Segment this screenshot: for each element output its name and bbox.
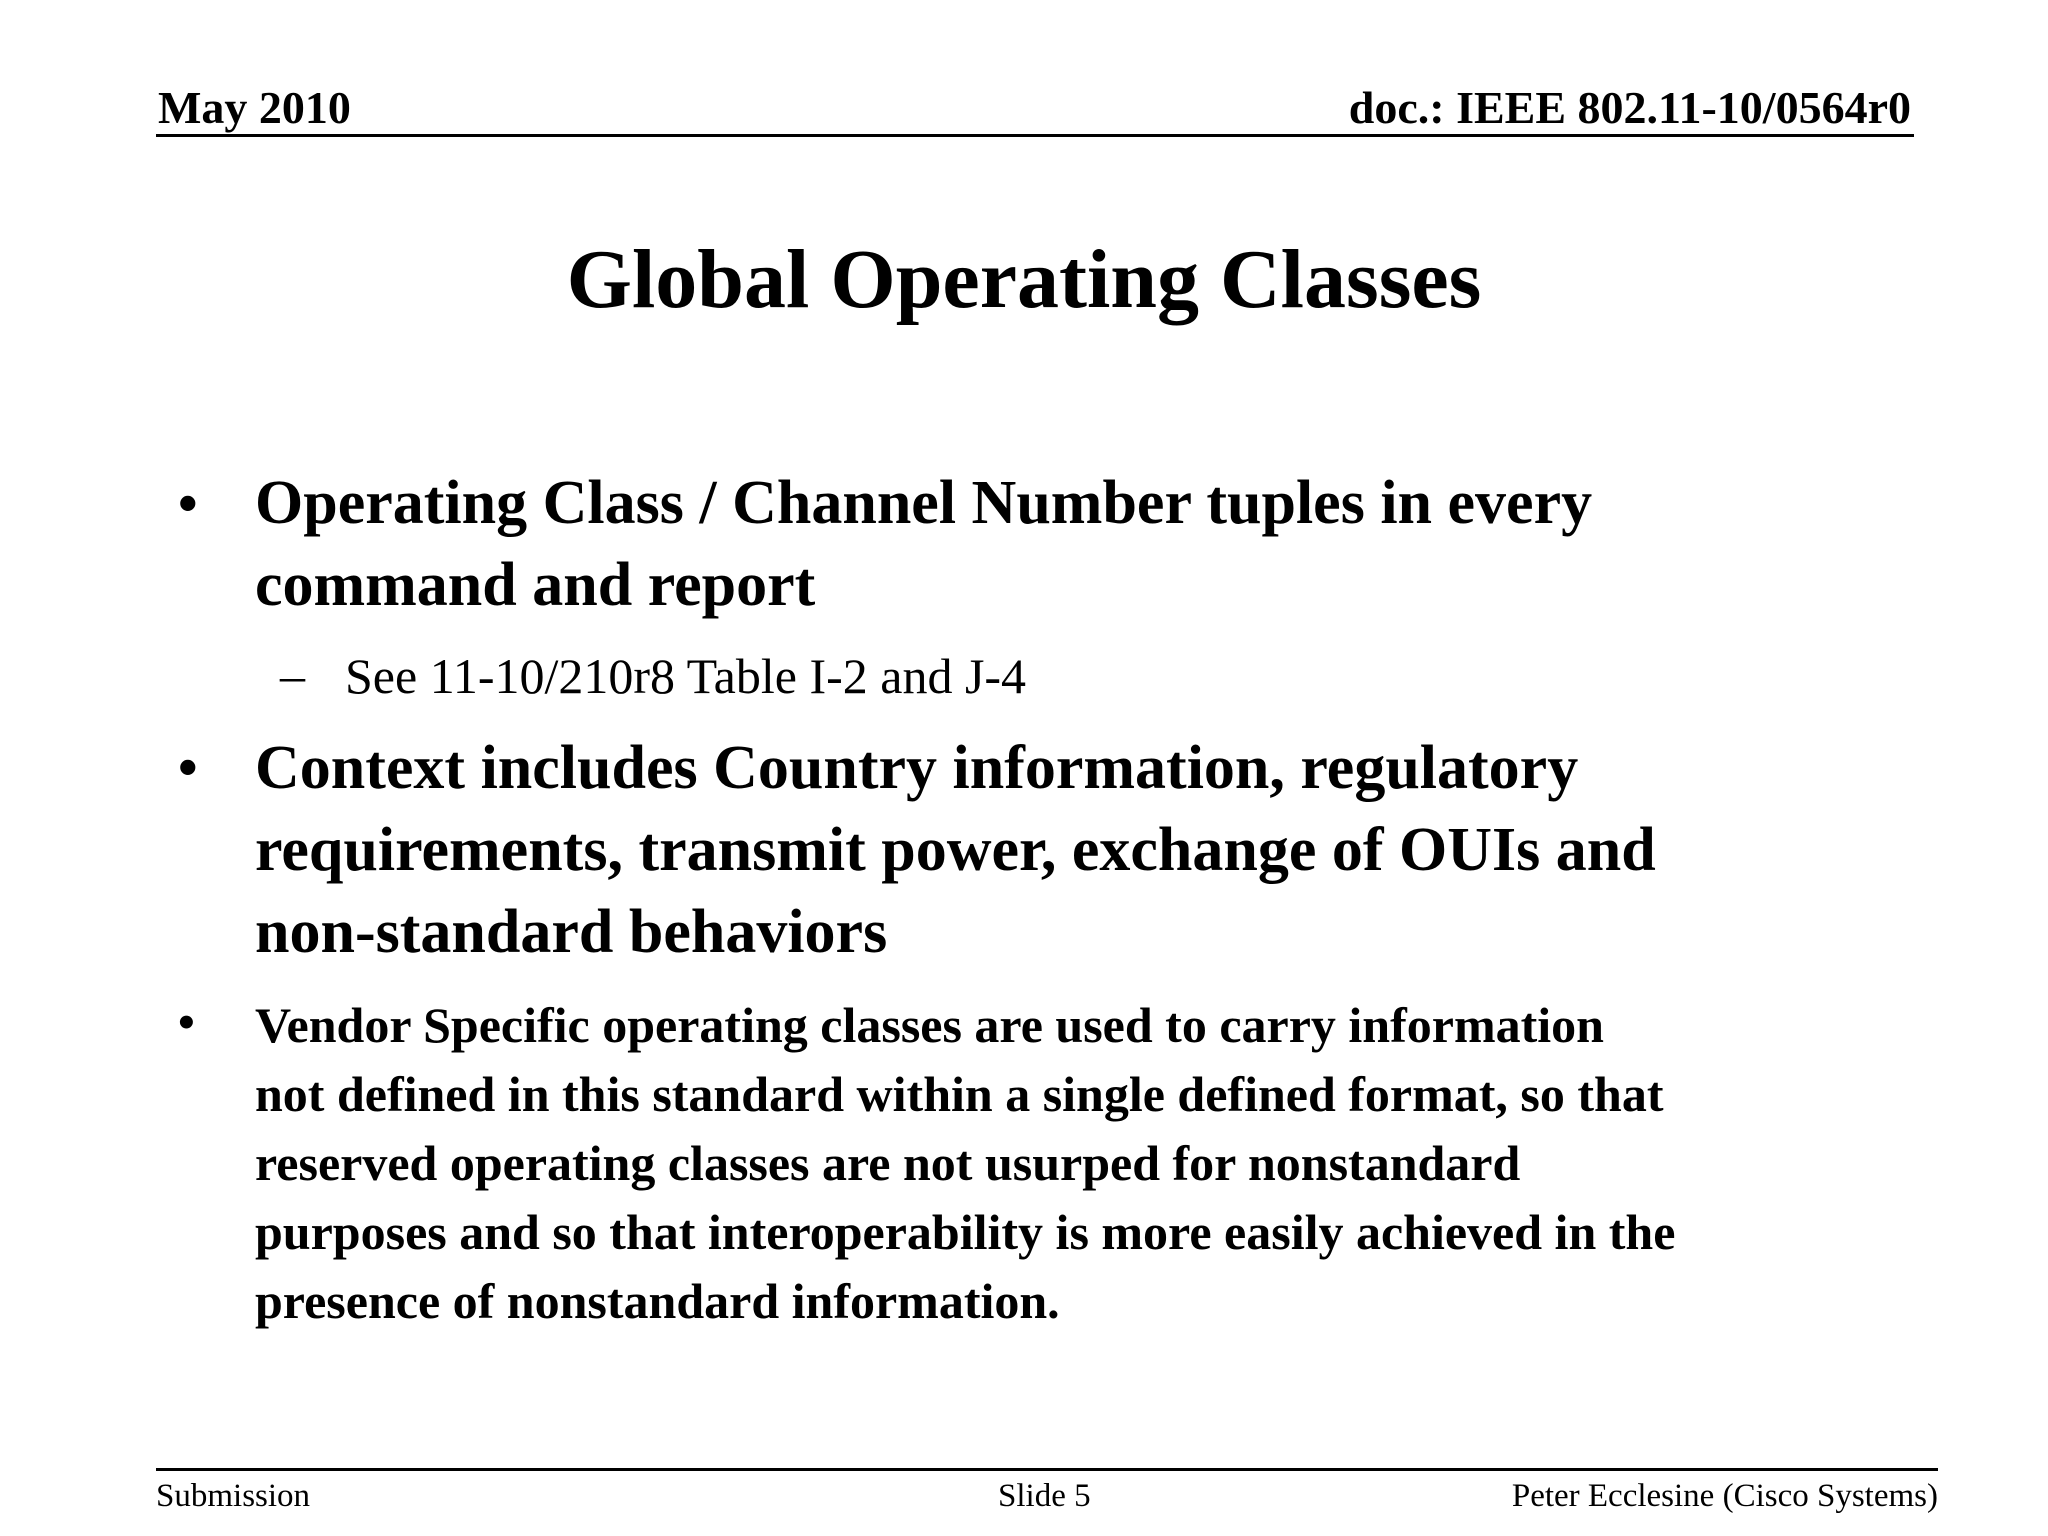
bullet-marker: •	[178, 996, 195, 1049]
sub-bullet-text: See 11-10/210r8 Table I-2 and J-4	[345, 648, 1027, 704]
bullet-1-line-1: Operating Class / Channel Number tuples in every	[255, 469, 1593, 537]
header-date: May 2010	[158, 82, 351, 133]
bullet-2-line-1: Context includes Country information, regulatory	[255, 734, 1579, 802]
footer-submission: Submission	[156, 1478, 311, 1514]
bullet-marker: •	[178, 737, 198, 799]
bullet-marker: •	[178, 473, 198, 535]
footer-author: Peter Ecclesine (Cisco Systems)	[1511, 1478, 1938, 1514]
footer-slide-number: Slide 5	[998, 1478, 1091, 1514]
bullet-2-line-3: non-standard behaviors	[255, 898, 888, 966]
header-doc-id: doc.: IEEE 802.11-10/0564r0	[1348, 82, 1911, 133]
slide-title: Global Operating Classes	[566, 233, 1482, 326]
bullet-3-line-1: Vendor Specific operating classes are used to carry information	[255, 997, 1604, 1053]
bullet-3-line-3: reserved operating classes are not usurped for nonstandard	[255, 1135, 1521, 1191]
bullet-3-line-5: presence of nonstandard information.	[255, 1273, 1060, 1329]
sub-bullet-marker: –	[280, 647, 305, 703]
footer-divider	[156, 1468, 1938, 1471]
bullet-3-line-2: not defined in this standard within a single defined format, so that	[255, 1066, 1664, 1122]
bullet-3-line-4: purposes and so that interoperability is more easily achieved in the	[255, 1204, 1676, 1260]
bullet-2-line-2: requirements, transmit power, exchange of OUIs and	[255, 816, 1656, 884]
bullet-1-line-2: command and report	[255, 551, 816, 619]
